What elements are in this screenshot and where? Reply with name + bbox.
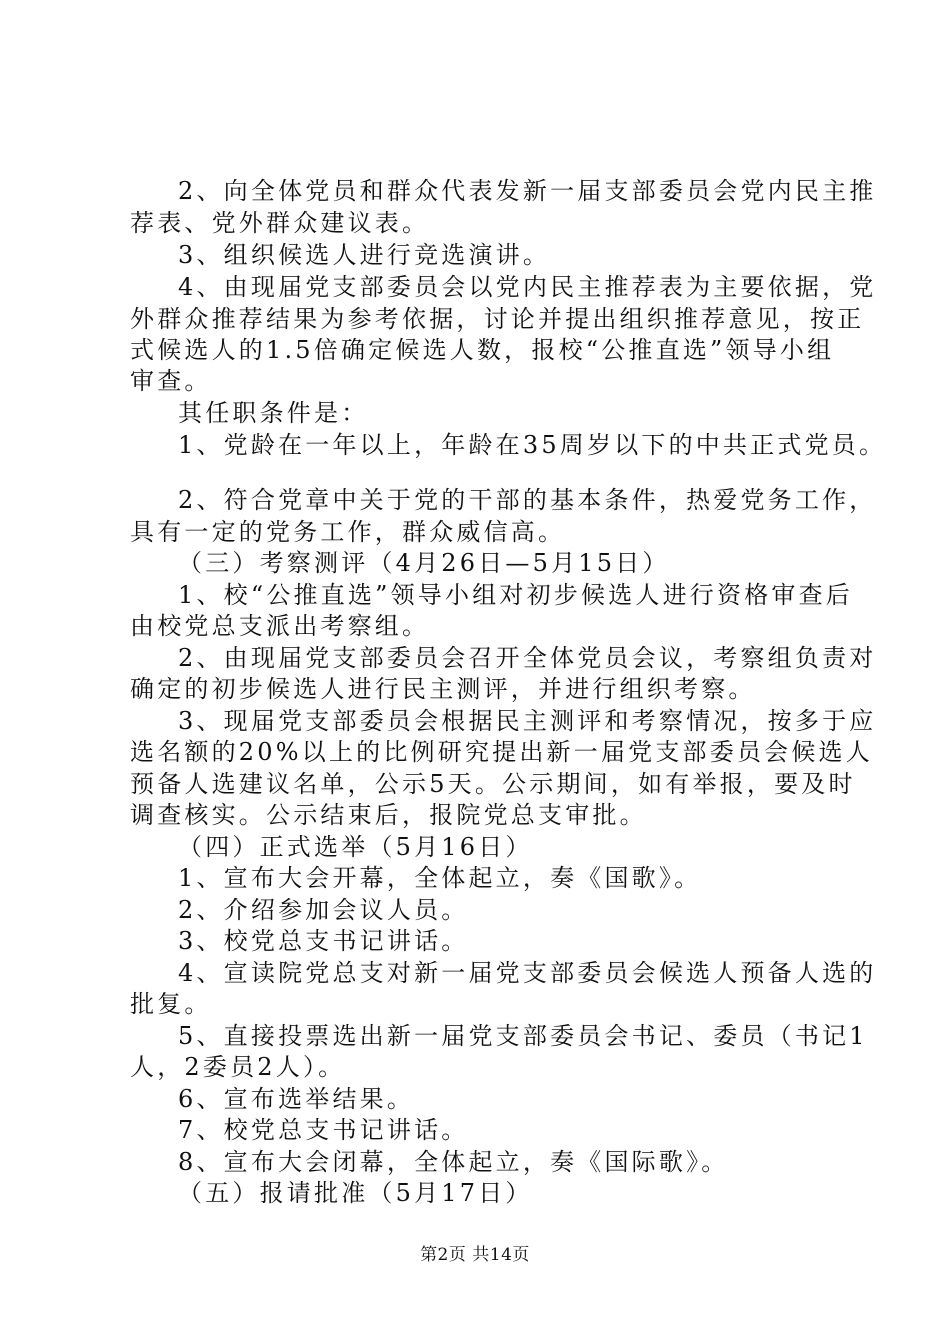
paragraph-line: 2、向全体党员和群众代表发新一届支部委员会党内民主推 [178, 177, 877, 205]
paragraph-line: 4、宣读院党总支对新一届党支部委员会候选人预备人选的 [178, 959, 877, 987]
paragraph-line: 5、直接投票选出新一届党支部委员会书记、委员（书记1 [178, 1022, 868, 1050]
paragraph-line: 由校党总支派出考察组。 [130, 612, 430, 640]
paragraph-line: 1、校“公推直选”领导小组对初步候选人进行资格审查后 [178, 581, 854, 609]
paragraph-line: 人，2委员2人）。 [130, 1053, 346, 1081]
paragraph-line: 3、现届党支部委员会根据民主测评和考察情况，按多于应 [178, 707, 877, 735]
paragraph-line: 2、由现届党支部委员会召开全体党员会议，考察组负责对 [178, 644, 877, 672]
paragraph-line: 调查核实。公示结束后，报院党总支审批。 [130, 801, 647, 829]
paragraph-line: 外群众推荐结果为参考依据，讨论并提出组织推荐意见，按正 [130, 305, 865, 333]
paragraph-line: 2、介绍参加会议人员。 [178, 896, 469, 924]
paragraph-line: 3、校党总支书记讲话。 [178, 927, 469, 955]
paragraph-line: 1、党龄在一年以上，年龄在35周岁以下的中共正式党员。 [178, 431, 887, 459]
paragraph-line: 8、宣布大会闭幕，全体起立，奏《国际歌》。 [178, 1148, 729, 1176]
paragraph-line: 7、校党总支书记讲话。 [178, 1116, 469, 1144]
page-number-footer: 第2页 共14页 [420, 1245, 530, 1265]
paragraph-line: 3、组织候选人进行竞选演讲。 [178, 241, 551, 269]
paragraph-line: 其任职条件是： [178, 399, 369, 427]
paragraph-line: 选名额的20%以上的比例研究提出新一届党支部委员会候选人 [130, 738, 873, 766]
paragraph-line: 6、宣布选举结果。 [178, 1085, 415, 1113]
section-heading: （三）考察测评（4月26日—5月15日） [178, 549, 670, 577]
paragraph-line: 式候选人的1.5倍确定候选人数，报校“公推直选”领导小组 [130, 336, 835, 364]
paragraph-line: 批复。 [130, 990, 212, 1018]
section-heading: （五）报请批准（5月17日） [178, 1179, 533, 1207]
paragraph-line: 2、符合党章中关于党的干部的基本条件，热爱党务工作， [178, 486, 877, 514]
paragraph-line: 4、由现届党支部委员会以党内民主推荐表为主要依据，党 [178, 273, 877, 301]
paragraph-line: 预备人选建议名单，公示5天。公示期间，如有举报，要及时 [130, 770, 856, 798]
paragraph-line: 审查。 [130, 367, 212, 395]
paragraph-line: 确定的初步候选人进行民主测评，并进行组织考察。 [130, 675, 756, 703]
paragraph-line: 荐表、党外群众建议表。 [130, 209, 430, 237]
paragraph-line: 具有一定的党务工作，群众威信高。 [130, 518, 566, 546]
section-heading: （四）正式选举（5月16日） [178, 833, 533, 861]
paragraph-line: 1、宣布大会开幕，全体起立，奏《国歌》。 [178, 864, 702, 892]
